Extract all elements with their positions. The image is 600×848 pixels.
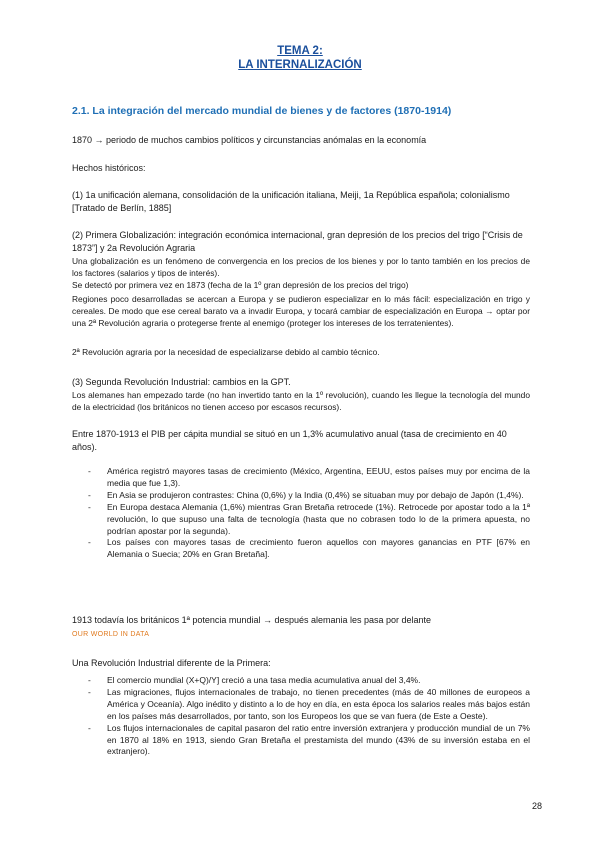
list-item: - En Europa destaca Alemania (1,6%) mientras Gran Bretaña retrocede (1%). Retrocede por apostar todo a la 1ª revolución, lo que supuso una falta de tecnología (hasta que no cobrasen todo lo de la primera apuesta, no podrían apostar por la segunda). xyxy=(88,501,530,536)
list-item: - En Asia se produjeron contrastes: China (0,6%) y la India (0,4%) se situaban muy por debajo de Japón (1,4%). xyxy=(88,489,524,500)
gdp-bullet-list xyxy=(88,466,530,561)
intro-period: 1870 → periodo de muchos cambios políticos y circunstancias anómalas en la economía xyxy=(72,135,427,145)
second-agrarian-revolution: 2ª Revolución agraria por la necesidad de especializarse debido al cambio técnico. xyxy=(72,347,380,357)
list-item: - Las migraciones, flujos internacionales de trabajo, no tienen precedentes (más de 40 millones de europeos a América y Oceanía). Algo inédito y distinto a lo de hoy en día, en esta época los salarios reales más bajos están en los países más desarrollados, por tanto, son los Europeos los que se van fuera (de Este a Oeste). xyxy=(88,686,530,721)
page-number: 28 xyxy=(531,801,542,811)
page-subtitle: LA INTERNALIZACIÓN xyxy=(238,59,362,71)
list-item: - Los países con mayores tasas de crecimiento fueron aquellos con mayores ganancias en PTF [67% en Alemania o Suecia; 20% en Gran Bretaña]. xyxy=(88,537,530,560)
globalization-lead: (2) Primera Globalización: integración económica internacional, gran depresión de los precios del trigo [“Crisis de 1873”] y 2a Revolución Agraria xyxy=(72,230,523,253)
globalization-body: Una globalización es un fenómeno de convergencia en los precios de los bienes y por lo tanto también en los precios de los factores (salarios y tipos de interés). xyxy=(72,256,530,278)
globalization-regions: Regiones poco desarrolladas se acercan a Europa y se pudieron especializar en lo más fácil: especialización en trigo y cereales. De modo que ese cereal barato va a invadir Europa, y tocará cambiar de especialización en Europa → optar por una 2ª Revolución agraria o protegerse frente al enemigo (proteger los intereses de los terratenientes). xyxy=(72,294,530,328)
industrial-lead: (3) Segunda Revolución Industrial: cambios en la GPT. xyxy=(72,377,291,387)
list-item: - América registró mayores tasas de crecimiento (México, Argentina, EEUU, estos países muy por encima de la media que fue 1,3). xyxy=(88,466,530,488)
revolution-bullet-list xyxy=(88,675,530,758)
list-item: - El comercio mundial (X+Q)/Y] creció a una tasa media acumulativa anual del 3,4%. xyxy=(88,675,421,685)
revolution-lead: Una Revolución Industrial diferente de la Primera: xyxy=(72,658,271,668)
list-item: - Los flujos internacionales de capital pasaron del ratio entre inversión extranjera y producción mundial de un 7% en 1870 al 18% en 1913, siendo Gran Bretaña el prestamista del mundo (43% de su inversión estaba en el extranjero). xyxy=(88,722,530,757)
fact-1: (1) 1a unificación alemana, consolidación de la unificación italiana, Meiji, 1a República española; colonialismo [Tratado de Berlín, 1885] xyxy=(72,190,510,213)
page-title: TEMA 2: xyxy=(277,45,323,57)
section-heading: 2.1. La integración del mercado mundial de bienes y de factores (1870-1914) xyxy=(72,105,452,117)
gdp-text: Entre 1870-1913 el PIB per cápita mundial se situó en un 1,3% acumulativo anual (tasa de crecimiento en 40 años). xyxy=(72,429,507,452)
text-1913: 1913 todavía los británicos 1ª potencia mundial → después alemania les pasa por delante xyxy=(72,615,432,625)
source-link[interactable]: OUR WORLD IN DATA xyxy=(72,631,150,638)
globalization-detected: Se detectó por primera vez en 1873 (fecha de la 1º gran depresión de los precios del trigo) xyxy=(72,280,409,290)
industrial-body: Los alemanes han empezado tarde (no han invertido tanto en la 1º revolución), cuando les llegue la tecnología del mundo de la electricidad (los británicos no tienen acceso por escasos recursos). xyxy=(72,390,530,412)
facts-label: Hechos históricos: xyxy=(72,163,146,173)
